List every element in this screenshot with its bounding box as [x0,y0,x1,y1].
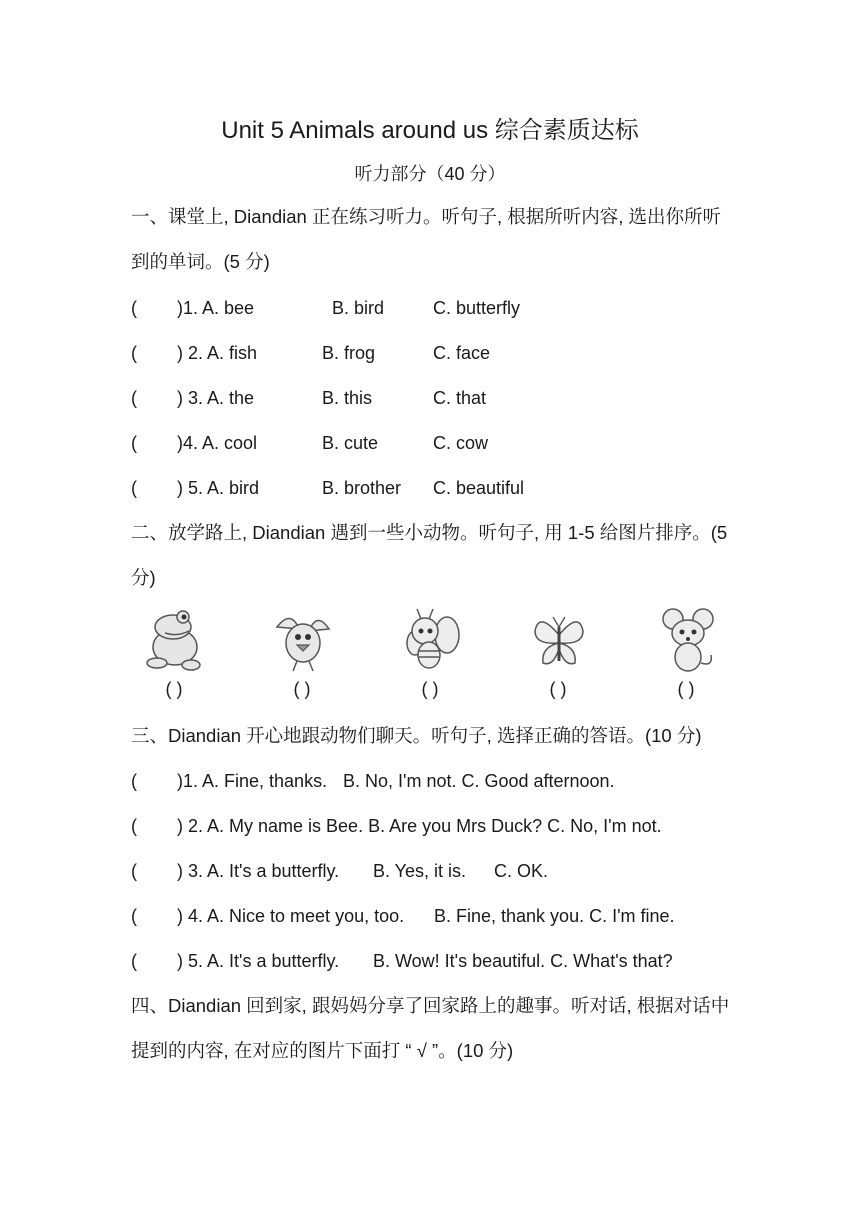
answer-paren: ( [131,861,137,881]
option-c: C. OK. [494,861,549,881]
option-c: C. beautiful [433,478,525,498]
option-bc: B. Wow! It's beautiful. C. What's that? [373,951,673,971]
option-b: B. brother [322,478,402,498]
option-a: ) 3. A. the [177,388,255,408]
option-bc: B. No, I'm not. C. Good afternoon. [343,771,615,791]
picture-frog [131,605,217,705]
picture-mouse [643,605,729,705]
answer-paren: ( [131,298,137,318]
option-a: ) 4. A. Nice to meet you, too. [177,906,405,926]
option-bc: B. Fine, thank you. C. I'm fine. [434,906,675,926]
order-paren: ( ) [549,679,567,699]
section2-heading: 二、放学路上, Diandian 遇到一些小动物。听句子, 用 1-5 给图片排序。(5 分) [131,522,728,588]
option-a: )1. A. bee [177,298,255,318]
option-c: C. face [433,343,491,363]
picture-bird [259,605,345,705]
butterfly-icon [527,605,591,677]
option-c: C. cow [433,433,489,453]
option-b: B. frog [322,343,376,363]
option-b: B. bird [332,298,385,318]
answer-paren: ( [131,343,137,363]
picture-butterfly [515,605,601,705]
bee-icon [399,605,463,677]
answer-paren: ( [131,771,137,791]
option-a: )1. A. Fine, thanks. [177,771,328,791]
frog-icon [143,605,207,677]
answer-paren: ( [131,906,137,926]
picture-bee [387,605,473,705]
order-paren: ( ) [165,679,183,699]
option-a: ) 5. A. It's a butterfly. [177,951,340,971]
answer-paren: ( [131,388,137,408]
answer-paren: ( [131,478,137,498]
answer-paren: ( [131,951,137,971]
option-abc: ) 2. A. My name is Bee. B. Are you Mrs Duck? C. No, I'm not. [177,816,662,836]
answer-paren: ( [131,816,137,836]
option-a: ) 2. A. fish [177,343,258,363]
option-a: ) 5. A. bird [177,478,260,498]
animal-pictures [131,605,731,705]
answer-paren: ( [131,433,137,453]
option-a: )4. A. cool [177,433,258,453]
option-b: B. this [322,388,373,408]
option-c: C. that [433,388,487,408]
order-paren: ( ) [293,679,311,699]
page-title: Unit 5 Animals around us 综合素质达标 [221,117,639,144]
bird-icon [271,605,335,677]
section3-heading: 三、Diandian 开心地跟动物们聊天。听句子, 选择正确的答语。(10 分) [131,725,702,746]
option-b: B. cute [322,433,379,453]
option-c: C. butterfly [433,298,521,318]
page-subtitle: 听力部分（40 分） [354,164,506,184]
mouse-icon [655,605,719,677]
section1-heading: 一、课堂上, Diandian 正在练习听力。听句子, 根据所听内容, 选出你所听到的单词。(5 分) [131,206,722,272]
option-b: B. Yes, it is. [373,861,467,881]
section4-heading: 四、Diandian 回到家, 跟妈妈分享了回家路上的趣事。听对话, 根据对话中提到的内容, 在对应的图片下面打 “ √ ”。(10 分) [131,995,730,1061]
order-paren: ( ) [677,679,695,699]
option-a: ) 3. A. It's a butterfly. [177,861,340,881]
order-paren: ( ) [421,679,439,699]
